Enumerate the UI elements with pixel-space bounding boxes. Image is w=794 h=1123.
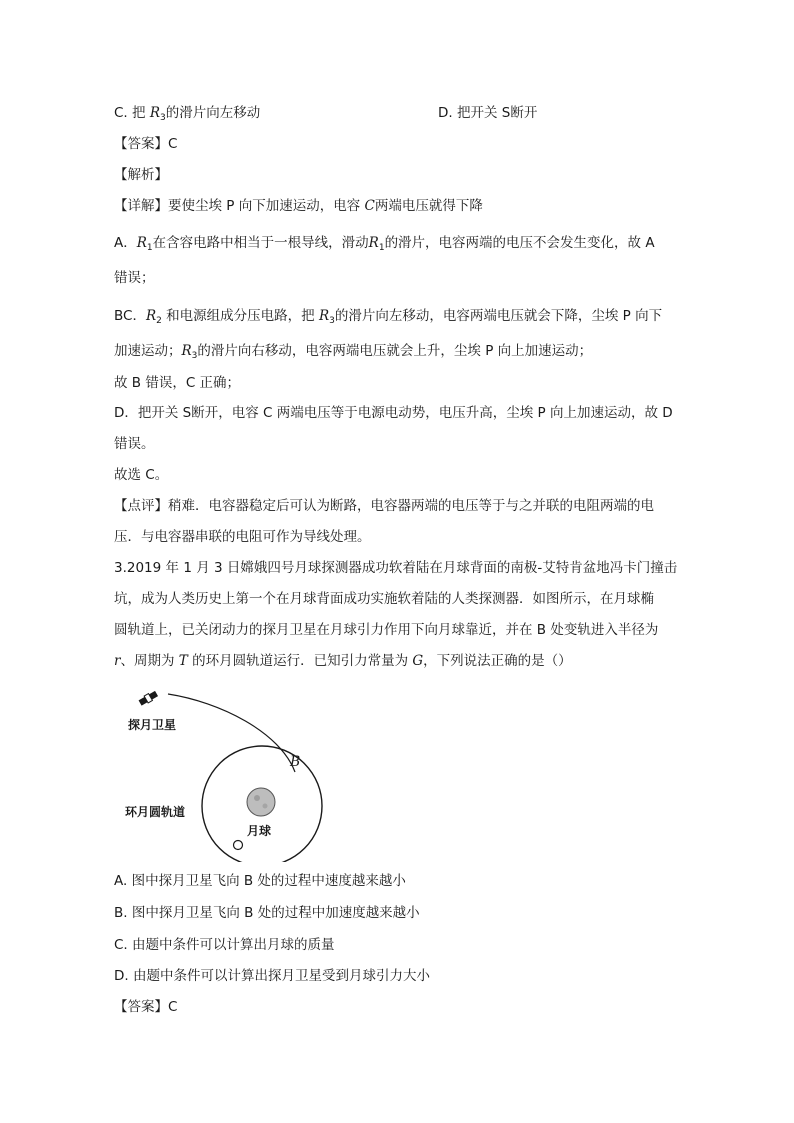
conclusion: 故选 C。 bbox=[114, 467, 169, 483]
comment-line-2: 压．与电容器串联的电阻可作为导线处理。 bbox=[114, 529, 371, 545]
analysis-heading: 【解析】 bbox=[114, 167, 168, 183]
answer-2: 【答案】C bbox=[114, 999, 178, 1015]
question-3-line-2: 坑，成为人类历史上第一个在月球背面成功实施软着陆的人类探测器．如图所示，在月球椭 bbox=[114, 591, 654, 607]
option-d-prev: D. 把开关 S断开 bbox=[438, 105, 538, 121]
answer-1: 【答案】C bbox=[114, 136, 178, 152]
satellite-icon bbox=[138, 690, 158, 706]
explain-bc-line-2: 加速运动；$R_3$的滑片向右移动，电容两端电压就会上升，尘埃 P 向上加速运动； bbox=[114, 343, 593, 361]
option-b: B. 图中探月卫星飞向 B 处的过程中加速度越来越小 bbox=[114, 905, 420, 921]
question-3-line-4: r、周期为 T 的环月圆轨道运行．已知引力常量为 G，下列说法正确的是（） bbox=[114, 653, 572, 669]
explain-bc-line-1: BC．$R_2$ 和电源组成分压电路，把 $R_3$的滑片向左移动，电容两端电压就会下降，尘埃 P 向下 bbox=[114, 308, 663, 326]
label-moon: 月球 bbox=[247, 824, 272, 838]
option-d: D. 由题中条件可以计算出探月卫星受到月球引力大小 bbox=[114, 968, 430, 984]
detail-line: 【详解】要使尘埃 P 向下加速运动，电容 C两端电压就得下降 bbox=[114, 198, 483, 214]
orbit-figure bbox=[110, 682, 340, 862]
label-satellite: 探月卫星 bbox=[128, 718, 177, 732]
explain-a-line-1: A．$R_1$在含容电路中相当于一根导线，滑动$R_1$的滑片，电容两端的电压不会发生变化，故 A bbox=[114, 235, 655, 253]
explain-d-line-2: 错误。 bbox=[114, 436, 155, 452]
option-c: C. 由题中条件可以计算出月球的质量 bbox=[114, 937, 335, 953]
option-c-prev: C. 把 $R_3$的滑片向左移动 bbox=[114, 105, 261, 123]
question-3-line-3: 圆轨道上，已关闭动力的探月卫星在月球引力作用下向月球靠近，并在 B 处变轨进入半径为 bbox=[114, 622, 659, 638]
option-a: A. 图中探月卫星飞向 B 处的过程中速度越来越小 bbox=[114, 873, 406, 889]
satellite-on-orbit-icon bbox=[234, 841, 243, 850]
explain-d-line-1: D．把开关 S断开，电容 C 两端电压等于电源电动势，电压升高，尘埃 P 向上加速运动，故 D bbox=[114, 405, 673, 421]
explain-a-line-2: 错误； bbox=[114, 270, 155, 286]
label-circular-orbit: 环月圆轨道 bbox=[125, 805, 186, 819]
explain-bc-line-3: 故 B 错误，C 正确； bbox=[114, 375, 241, 391]
moon-icon bbox=[247, 788, 275, 816]
question-3-line-1: 3.2019 年 1 月 3 日嫦娥四号月球探测器成功软着陆在月球背面的南极-艾特肯盆地冯卡门撞击 bbox=[114, 560, 678, 576]
comment-line-1: 【点评】稍难．电容器稳定后可认为断路，电容器两端的电压等于与之并联的电阻两端的电 bbox=[114, 498, 654, 514]
label-B: B bbox=[290, 754, 301, 770]
elliptical-orbit-path bbox=[168, 694, 295, 772]
